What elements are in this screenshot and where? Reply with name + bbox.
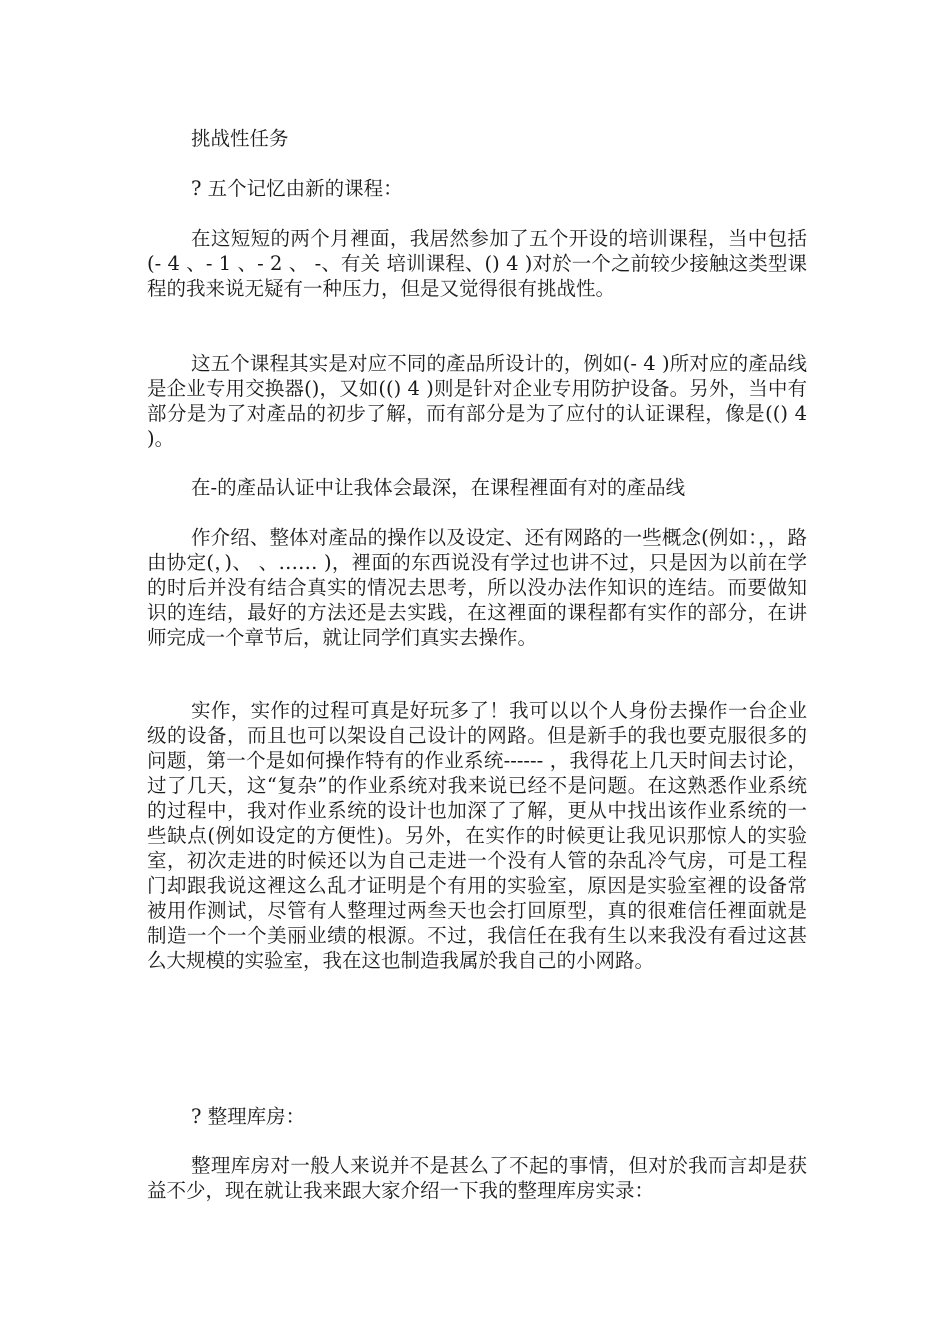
paragraph-introduction: 作介绍、整体对產品的操作以及设定、还有网路的一些概念(例如：，，路由协定(，)、 、…… )，裡面的东西说没有学过也讲不过，只是因为以前在学的时后并没有结合真实的情况去思考，所以没办法作知识的连结。而要做知识的连结，最好的方法还是去实践，在这裡面的课程都有实作的部分，在讲师完成一个章节后，就让同学们真实去操作。 bbox=[147, 526, 807, 649]
paragraph-courses-intro: 在这短短的两个月裡面，我居然参加了五个开设的培训课程，当中包括(- 4 、- 1 、- 2 、 -、有关 培训课程、() 4 )对於一个之前较少接触这类型课程的我来说无疑有一种压力，但是又觉得很有挑战性。 bbox=[147, 227, 807, 300]
paragraph-certification: 在-的產品认证中让我体会最深，在课程裡面有对的產品线 bbox=[191, 476, 686, 499]
paragraph-warehouse: 整理库房对一般人来说并不是甚么了不起的事情，但对於我而言却是获益不少，现在就让我来跟大家介绍一下我的整理库房实录： bbox=[147, 1154, 807, 1202]
document-title: 挑战性任务 bbox=[191, 127, 289, 150]
section-heading-courses: ? 五个记忆由新的课程： bbox=[191, 177, 403, 200]
paragraph-courses-products: 这五个课程其实是对应不同的產品所设计的，例如(- 4 )所对应的產品线是企业专用交换器()，又如(() 4 )则是针对企业专用防护设备。另外，当中有部分是为了对產品的初步了解，而有部分是为了应付的认证课程，像是(() 4 )。 bbox=[147, 352, 807, 450]
section-heading-warehouse: ? 整理库房： bbox=[191, 1105, 306, 1128]
paragraph-practice: 实作，实作的过程可真是好玩多了！我可以以个人身份去操作一台企业级的设备，而且也可以架设自己设计的网路。但是新手的我也要克服很多的问题，第一个是如何操作特有的作业系统------ ，我得花上几天时间去讨论，过了几天，这“复杂”的作业系统对我来说已经不是问题。在这熟悉作业系统的过程中，我对作业系统的设计也加深了了解，更从中找出该作业系统的一些缺点(例如设定的方便性)。另外，在实作的时候更让我见识那惊人的实验室，初次走进的时候还以为自己走进一个没有人管的杂乱冷气房，可是工程门却跟我说这裡这么乱才证明是个有用的实验室，原因是实验室裡的设备常被用作测试，尽管有人整理过两叁天也会打回原型，真的很难信任裡面就是制造一个一个美丽业绩的根源。不过，我信任在我有生以来我没有看过这甚么大规模的实验室，我在这也制造我属於我自己的小网路。 bbox=[147, 699, 807, 972]
